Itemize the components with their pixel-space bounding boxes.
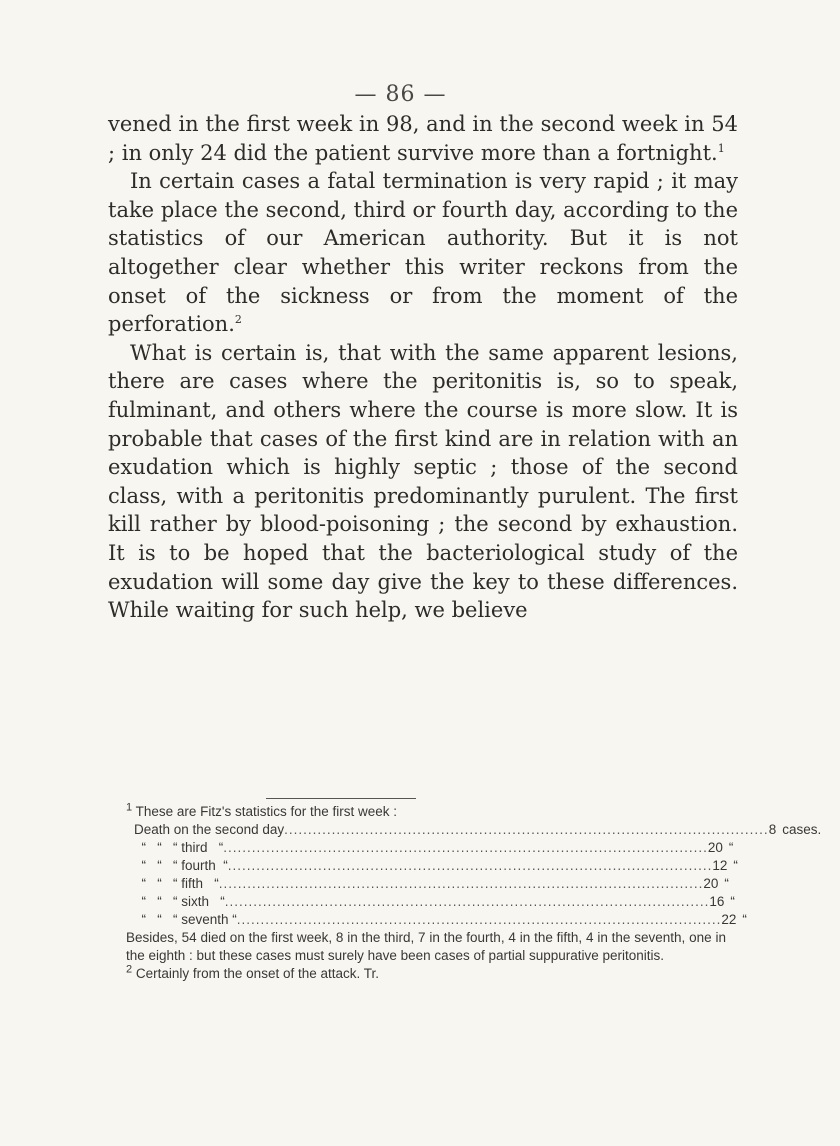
footnote-2-text: Certainly from the onset of the attack. Tr. bbox=[135, 966, 380, 981]
row-count: 20 bbox=[707, 840, 723, 855]
row-label: “ “ “ fourth “ bbox=[134, 858, 228, 873]
footnote-1-intro bbox=[126, 803, 726, 821]
footnote-1-tail: Besides, 54 died on the first week, 8 in the third, 7 in the fourth, 4 in the fifth, 4 in the seventh, one in the eighth : but these cases must surely have been cases of partial suppurative peritonitis. bbox=[126, 930, 726, 963]
table-row bbox=[126, 857, 738, 875]
row-count: 20 bbox=[703, 876, 719, 891]
row-label: “ “ “ third “ bbox=[134, 840, 224, 855]
paragraph-2-text: In certain cases a fatal termination is very rapid ; it may take place the second, third or fourth day, according to the statistics of our American authority. But it is not altogether clear whether this writer reckons from the onset of the sickness or from the moment of the perforation. bbox=[108, 169, 738, 337]
footnote-divider bbox=[266, 798, 416, 799]
footnote-ref-2: 2 bbox=[234, 313, 242, 327]
row-label: “ “ “ seventh “ bbox=[134, 912, 237, 927]
statistics-table bbox=[126, 821, 822, 929]
paragraph-1 bbox=[108, 110, 738, 167]
footnotes bbox=[126, 801, 822, 983]
row-count: 22 bbox=[721, 912, 737, 927]
paragraph-2 bbox=[108, 167, 738, 339]
footnote-1-marker: 1 bbox=[126, 801, 133, 814]
leader-dots: ...................................................................................................... bbox=[236, 912, 722, 927]
row-count: 8 bbox=[768, 822, 777, 837]
page-number: — 86 — bbox=[354, 82, 447, 107]
footnote-2 bbox=[126, 965, 726, 983]
row-unit: “ bbox=[724, 876, 729, 891]
row-count: 12 bbox=[712, 858, 728, 873]
row-unit: “ bbox=[728, 840, 734, 855]
paragraph-1-text: vened in the first week in 98, and in the second week in 54 ; in only 24 did the patient survive more than a fortnight. bbox=[108, 112, 738, 165]
leader-dots: ...................................................................................................... bbox=[224, 894, 710, 909]
leader-dots: ...................................................................................................... bbox=[284, 822, 769, 837]
row-unit: “ bbox=[730, 894, 735, 909]
row-unit: “ bbox=[742, 912, 747, 927]
row-label: “ “ “ fifth “ bbox=[134, 876, 219, 891]
table-row bbox=[126, 821, 822, 839]
row-unit: “ bbox=[733, 858, 738, 873]
table-row bbox=[126, 893, 735, 911]
footnote-2-marker: 2 bbox=[126, 963, 133, 976]
table-row bbox=[126, 875, 729, 893]
body-text bbox=[108, 110, 738, 625]
leader-dots: ...................................................................................................... bbox=[227, 858, 713, 873]
row-label: “ “ “ sixth “ bbox=[134, 894, 225, 909]
footnote-ref-1: 1 bbox=[717, 141, 725, 155]
row-count: 16 bbox=[709, 894, 725, 909]
table-row bbox=[126, 839, 734, 857]
row-unit: cases. bbox=[782, 822, 822, 837]
leader-dots: ...................................................................................................... bbox=[218, 876, 704, 891]
paragraph-3: What is certain is, that with the same apparent lesions, there are cases where the peritonitis is, so to speak, fulminant, and others where the course is more slow. It is probable that cases of the first kind are in relation with an exudation which is highly septic ; those of the second class, with a peritonitis predominantly purulent. The first kill rather by blood-poisoning ; the second by exhaustion. It is to be hoped that the bacteriological study of the exudation will some day give the key to these differences. While waiting for such help, we believe bbox=[108, 340, 738, 623]
row-label: Death on the second day bbox=[134, 822, 285, 837]
leader-dots: ...................................................................................................... bbox=[223, 840, 708, 855]
table-row bbox=[126, 911, 747, 929]
footnote-1-intro-text: These are Fitz's statistics for the first week : bbox=[135, 804, 398, 819]
